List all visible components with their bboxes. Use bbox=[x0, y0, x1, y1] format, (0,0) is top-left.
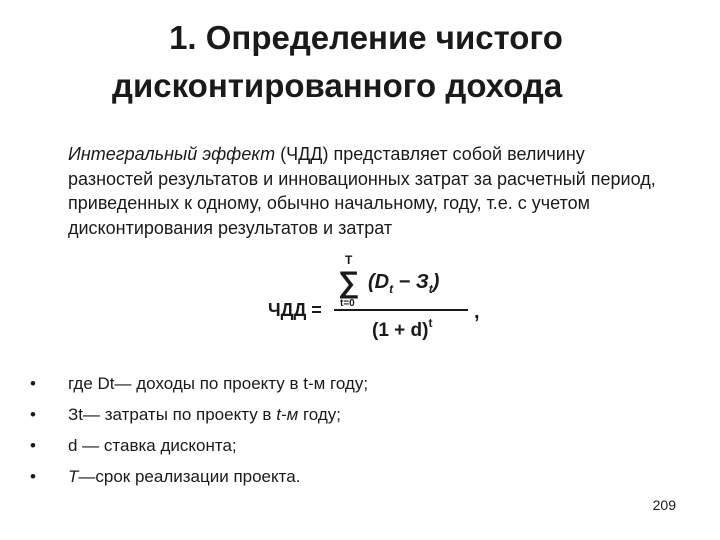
bullet-dot: • bbox=[30, 436, 36, 455]
definition-abbr: (ЧДД) bbox=[280, 144, 329, 164]
list-item bbox=[30, 368, 670, 399]
formula-num-close: ) bbox=[432, 271, 440, 293]
bullet-dot: • bbox=[30, 467, 36, 486]
npv-formula bbox=[268, 248, 498, 348]
formula-num-open: (D bbox=[368, 271, 390, 293]
page-number: 209 bbox=[652, 497, 676, 513]
bullet-italic: T bbox=[68, 467, 79, 486]
list-item bbox=[30, 399, 670, 430]
formula-sum-symbol: ∑ bbox=[338, 266, 360, 299]
bullet-text: d — ставка дисконта; bbox=[68, 436, 237, 455]
formula-den-main: (1 + d) bbox=[372, 320, 429, 341]
definition-paragraph bbox=[68, 142, 668, 240]
formula-num-sub2: t bbox=[428, 282, 433, 296]
slide-title bbox=[40, 14, 680, 110]
formula-lhs: ЧДД = bbox=[268, 300, 322, 320]
bullet-dot: • bbox=[30, 374, 36, 393]
formula-num-mid: − З bbox=[393, 271, 429, 293]
bullet-text: Зt— затраты по проекту в bbox=[68, 405, 277, 424]
formula-num-sub1: t bbox=[389, 282, 394, 296]
bullet-suffix: —срок реализации проекта. bbox=[78, 467, 301, 486]
formula-den-sup: t bbox=[428, 316, 433, 330]
formula-sum-lower: t=0 bbox=[340, 298, 355, 309]
list-item bbox=[30, 461, 670, 492]
list-item bbox=[30, 430, 670, 461]
bullet-suffix: году; bbox=[298, 405, 342, 424]
title-line-1: 1. Определение чистого bbox=[169, 19, 563, 56]
formula-graphic bbox=[268, 248, 498, 348]
formula-sum-upper: T bbox=[345, 253, 353, 267]
definition-term: Интегральный эффект bbox=[68, 144, 276, 164]
bullet-text: где Dt— доходы по проекту в t-м году; bbox=[68, 374, 369, 393]
bullet-dot: • bbox=[30, 405, 36, 424]
formula-numerator bbox=[368, 271, 440, 296]
formula-denominator bbox=[372, 316, 432, 341]
definition-text: представляет собой величину разностей результатов и инновационных затрат за расчетный период, приведенных к одному, обычно начальному, году, т.е. с учетом дисконтирования результатов и затрат bbox=[68, 144, 656, 238]
bullet-italic: t-м bbox=[276, 405, 299, 424]
formula-trailing: , bbox=[474, 301, 480, 323]
variables-list bbox=[30, 368, 670, 492]
title-line-2: дисконтированного дохода bbox=[112, 67, 563, 104]
